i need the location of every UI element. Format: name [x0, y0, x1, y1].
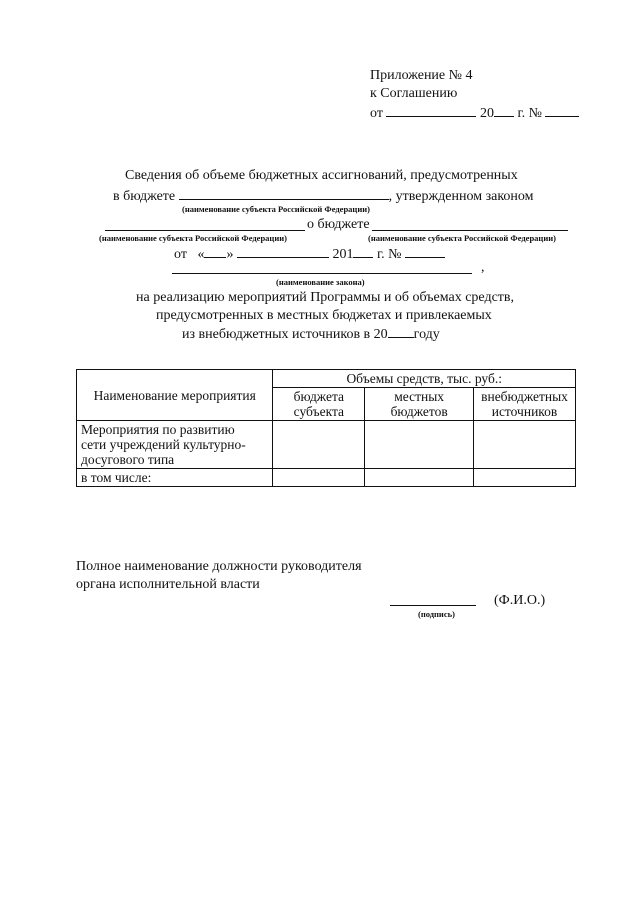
- heading-line8: [182, 325, 440, 343]
- header-local-l2: бюджетов: [390, 404, 448, 419]
- appendix-from: от: [370, 106, 383, 121]
- line4-year-suffix: г.: [376, 247, 385, 262]
- budget-table: [76, 369, 576, 487]
- line4-number: №: [388, 247, 402, 262]
- row1-local-cell[interactable]: [365, 421, 474, 469]
- row2-local-cell[interactable]: [365, 469, 474, 487]
- row1-subject-cell[interactable]: [273, 421, 365, 469]
- signature-fio: (Ф.И.О.): [494, 593, 546, 608]
- heading-line4: [174, 245, 445, 263]
- caption-left: (наименование субъекта Российской Федерации): [99, 233, 287, 243]
- header-extra-l2: источников: [491, 404, 558, 419]
- appendix-line3: [370, 104, 579, 122]
- header-local-budgets: [365, 388, 474, 421]
- row1-l3: досугового типа: [81, 452, 175, 467]
- line4-year: 201: [332, 247, 354, 262]
- table-row: [77, 421, 576, 469]
- header-subject-l1: бюджета: [293, 389, 345, 404]
- table-header-row: [77, 370, 576, 388]
- signature-line2: органа исполнительной власти: [76, 577, 260, 592]
- row1-l2: сети учреждений культурно-: [81, 437, 246, 452]
- year-blank[interactable]: [494, 104, 514, 117]
- line4-quote-close: »: [226, 247, 234, 262]
- number-blank[interactable]: [545, 104, 579, 117]
- row1-l1: Мероприятия по развитию: [81, 422, 235, 437]
- caption-subject: (наименование субъекта Российской Федерации): [182, 204, 370, 214]
- heading-line2-suffix: , утвержденном законом: [388, 189, 534, 204]
- header-extra-l1: внебюджетных: [481, 389, 568, 404]
- row2-label: в том числе:: [77, 469, 273, 487]
- heading-line6: на реализацию мероприятий Программы и об объемах средств,: [136, 290, 515, 305]
- caption-law: (наименование закона): [276, 277, 365, 287]
- caption-sign: (подпись): [418, 609, 455, 619]
- header-subject-budget: [273, 388, 365, 421]
- appendix-number: №: [528, 106, 542, 121]
- row2-subject-cell[interactable]: [273, 469, 365, 487]
- signature-line1: Полное наименование должности руководителя: [76, 559, 362, 574]
- heading-line3-mid: о бюджете: [307, 217, 370, 232]
- line4-from: от: [174, 247, 187, 262]
- heading-line2: [113, 187, 534, 205]
- heading-line7: предусмотренных в местных бюджетах и привлекаемых: [156, 308, 492, 323]
- header-group: Объемы средств, тыс. руб.:: [273, 370, 576, 388]
- row1-extra-cell[interactable]: [474, 421, 576, 469]
- appendix-year-suffix: г.: [517, 106, 526, 121]
- subject-left-blank[interactable]: [105, 230, 305, 231]
- heading-line2-prefix: в бюджете: [113, 189, 176, 204]
- header-event: Наименование мероприятия: [77, 370, 273, 421]
- heading-line1: Сведения об объеме бюджетных ассигнований, предусмотренных: [125, 168, 518, 183]
- line8-suffix: году: [413, 327, 440, 342]
- appendix-year: 20: [479, 106, 494, 121]
- line8-prefix: из внебюджетных источников в 20: [182, 327, 388, 342]
- subject-right-blank[interactable]: [372, 230, 568, 231]
- line5-comma: ,: [481, 260, 485, 275]
- header-subject-l2: субъекта: [293, 404, 345, 419]
- appendix-line2: к Соглашению: [370, 86, 458, 101]
- day-blank[interactable]: [204, 245, 226, 258]
- plan-year-blank[interactable]: [388, 325, 414, 338]
- law-number-blank[interactable]: [405, 245, 445, 258]
- row-event-name: [77, 421, 273, 469]
- date-blank[interactable]: [386, 104, 476, 117]
- caption-right: (наименование субъекта Российской Федерации): [368, 233, 556, 243]
- line4-quote-open: «: [197, 247, 205, 262]
- table-row: [77, 469, 576, 487]
- law-name-blank[interactable]: [172, 273, 472, 274]
- row2-extra-cell[interactable]: [474, 469, 576, 487]
- appendix-line1: Приложение № 4: [370, 68, 473, 83]
- law-year-blank[interactable]: [353, 245, 373, 258]
- signature-blank[interactable]: [390, 605, 476, 606]
- subject-blank[interactable]: [179, 187, 389, 200]
- header-local-l1: местных: [394, 389, 445, 404]
- month-blank[interactable]: [237, 245, 329, 258]
- header-extrabudget: [474, 388, 576, 421]
